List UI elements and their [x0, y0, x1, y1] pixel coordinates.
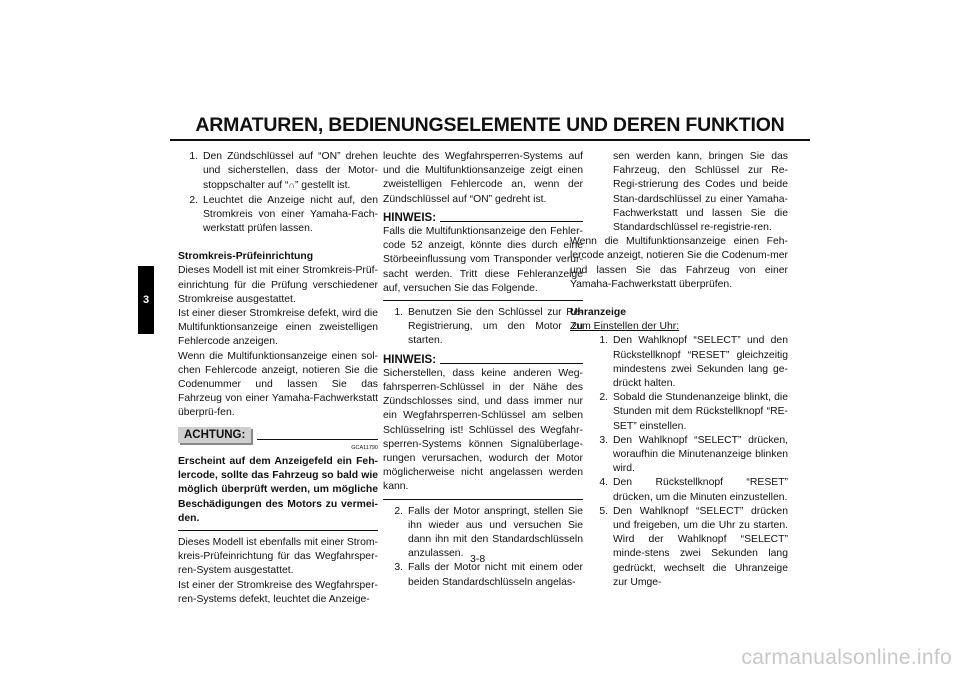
list-item: 5. Den Wahlknopf “SELECT” drücken und freigeben, um die Uhr zu starten. Wird der Wahlknopf “SELECT” minde-stens zwei Sekunden lang gedrückt, wechselt die Uhranzeige zur Umge-	[599, 505, 788, 588]
column-1	[178, 150, 378, 607]
watermark: carmanualsonline.info	[741, 646, 952, 669]
paragraph: Wenn die Multifunktionsanzeige einen sol-chen Fehlercode anzeigt, notieren Sie die Codenummer und lassen Sie das Fahrzeug von einer Yamaha-Fachwerkstatt überprü-fen.	[178, 350, 378, 419]
paragraph: Wenn die Multifunktionsanzeige einen Feh-lercode anzeigt, notieren Sie die Codenum-mer und lassen Sie das Fahrzeug von einer Yamaha-Fachwerkstatt überprüfen.	[570, 236, 788, 290]
page-number: 3-8	[470, 553, 486, 565]
title-rule	[170, 139, 810, 141]
list-item: 2. Falls der Motor anspringt, stellen Sie ihn wieder aus und versuchen Sie dann ihn mit den Standardschlüsseln anzulassen.	[394, 505, 583, 560]
note-label: HINWEIS:	[383, 211, 437, 224]
paragraph: Dieses Modell ist mit einer Stromkreis-Prüf-einrichtung für die Prüfung verschiedener Stromkreise ausgestattet.	[178, 265, 378, 305]
column-3	[570, 150, 788, 590]
note-text: Falls die Multifunktionsanzeige den Fehler-code 52 anzeigt, könnte dies durch eine Störbeeinflussung vom Transponder verur-sacht werden. Tritt diese Fehleranzeige auf, versuchen Sie das Folgende.	[383, 226, 583, 294]
list-item: 3. Den Wahlknopf “SELECT” drücken, woraufhin die Minutenanzeige blinken wird.	[599, 434, 788, 475]
paragraph: Ist einer der Stromkreise des Wegfahrsper-ren-Systems defekt, leuchtet die Anzeige-	[178, 579, 378, 605]
paragraph: leuchte des Wegfahrsperren-Systems auf und die Multifunktionsanzeige zeigt einen zweistelligen Fehlercode an, wenn der Zündschlüssel auf “ON” gedreht ist.	[383, 151, 583, 205]
column-2	[383, 150, 583, 590]
list-item-continued: sen werden kann, bringen Sie das Fahrzeug, den Schlüssel zur Re-Regi-strierung des Codes und beide Stan-dardschlüssel zu einer Yamaha-Fachwerkstatt und lassen Sie die Standardschlüssel re-registrie-ren.	[613, 151, 788, 234]
note-label: HINWEIS:	[383, 353, 437, 366]
caution-label: ACHTUNG:	[178, 427, 251, 443]
note-header	[383, 211, 583, 225]
paragraph: Dieses Modell ist ebenfalls mit einer Strom-kreis-Prüfeinrichtung für das Wegfahrsper-ren-System ausgestattet.	[178, 537, 378, 577]
divider	[178, 530, 378, 531]
list-item: 1. Benutzen Sie den Schlüssel zur Re-Registrierung, um den Motor zu starten.	[394, 307, 583, 347]
engine-run-symbol-icon: ∩	[288, 180, 295, 191]
note-header	[383, 353, 583, 367]
section-heading: Uhranzeige	[570, 307, 627, 319]
page-title: ARMATUREN, BEDIENUNGSELEMENTE UND DEREN FUNKTION	[195, 114, 785, 136]
divider	[383, 499, 583, 500]
list-item: 3. Falls der Motor nicht mit einem oder beiden Standardschlüsseln angelas-	[394, 562, 583, 588]
caution-code: GCA11790	[351, 444, 378, 451]
chapter-tab: 3	[138, 266, 154, 334]
caution-text: Erscheint auf dem Anzeigefeld ein Feh-lercode, sollte das Fahrzeug so bald wie möglich überprüft werden, um mögliche Beschädigungen des Motors zu vermei-den.	[178, 456, 378, 524]
sub-heading: Zum Einstellen der Uhr:	[570, 321, 680, 333]
list-item: 2. Sobald die Stundenanzeige blinkt, die Stunden mit dem Rückstellknopf “RE-SET” einstellen.	[599, 392, 788, 432]
list-item: 1. Den Zündschlüssel auf “ON” drehen und sicherstellen, dass der Motor-stoppschalter auf “∩” gestellt ist.	[189, 151, 378, 192]
divider	[383, 300, 583, 301]
list-item: 1. Den Wahlknopf “SELECT” und den Rückstellknopf “RESET” gleichzeitig mindestens zwei Sekunden lang ge-drückt halten.	[599, 335, 788, 390]
list-item: 4. Den Rückstellknopf “RESET” drücken, um die Minuten einzustellen.	[599, 477, 788, 503]
section-heading: Stromkreis-Prüfeinrichtung	[178, 251, 314, 263]
paragraph: Ist einer dieser Stromkreise defekt, wird die Multifunktionsanzeige einen zweistelligen Fehlercode anzeigen.	[178, 308, 378, 348]
list-item: 2. Leuchtet die Anzeige nicht auf, den Stromkreis von einer Yamaha-Fach-werkstatt prüfen lassen.	[189, 194, 378, 235]
note-text: Sicherstellen, dass keine anderen Weg-fahrsperren-Schlüssel in der Nähe des Zündschlosses sind, und dass immer nur ein Wegfahrsperren-Schlüssel am selben Schlüsselring ist! Schlüssel des Wegfahr-sperren-Systems können Signalüberlage-rungen verursachen, wodurch der Motor möglicherweise nicht angelassen werden kann.	[383, 367, 583, 493]
